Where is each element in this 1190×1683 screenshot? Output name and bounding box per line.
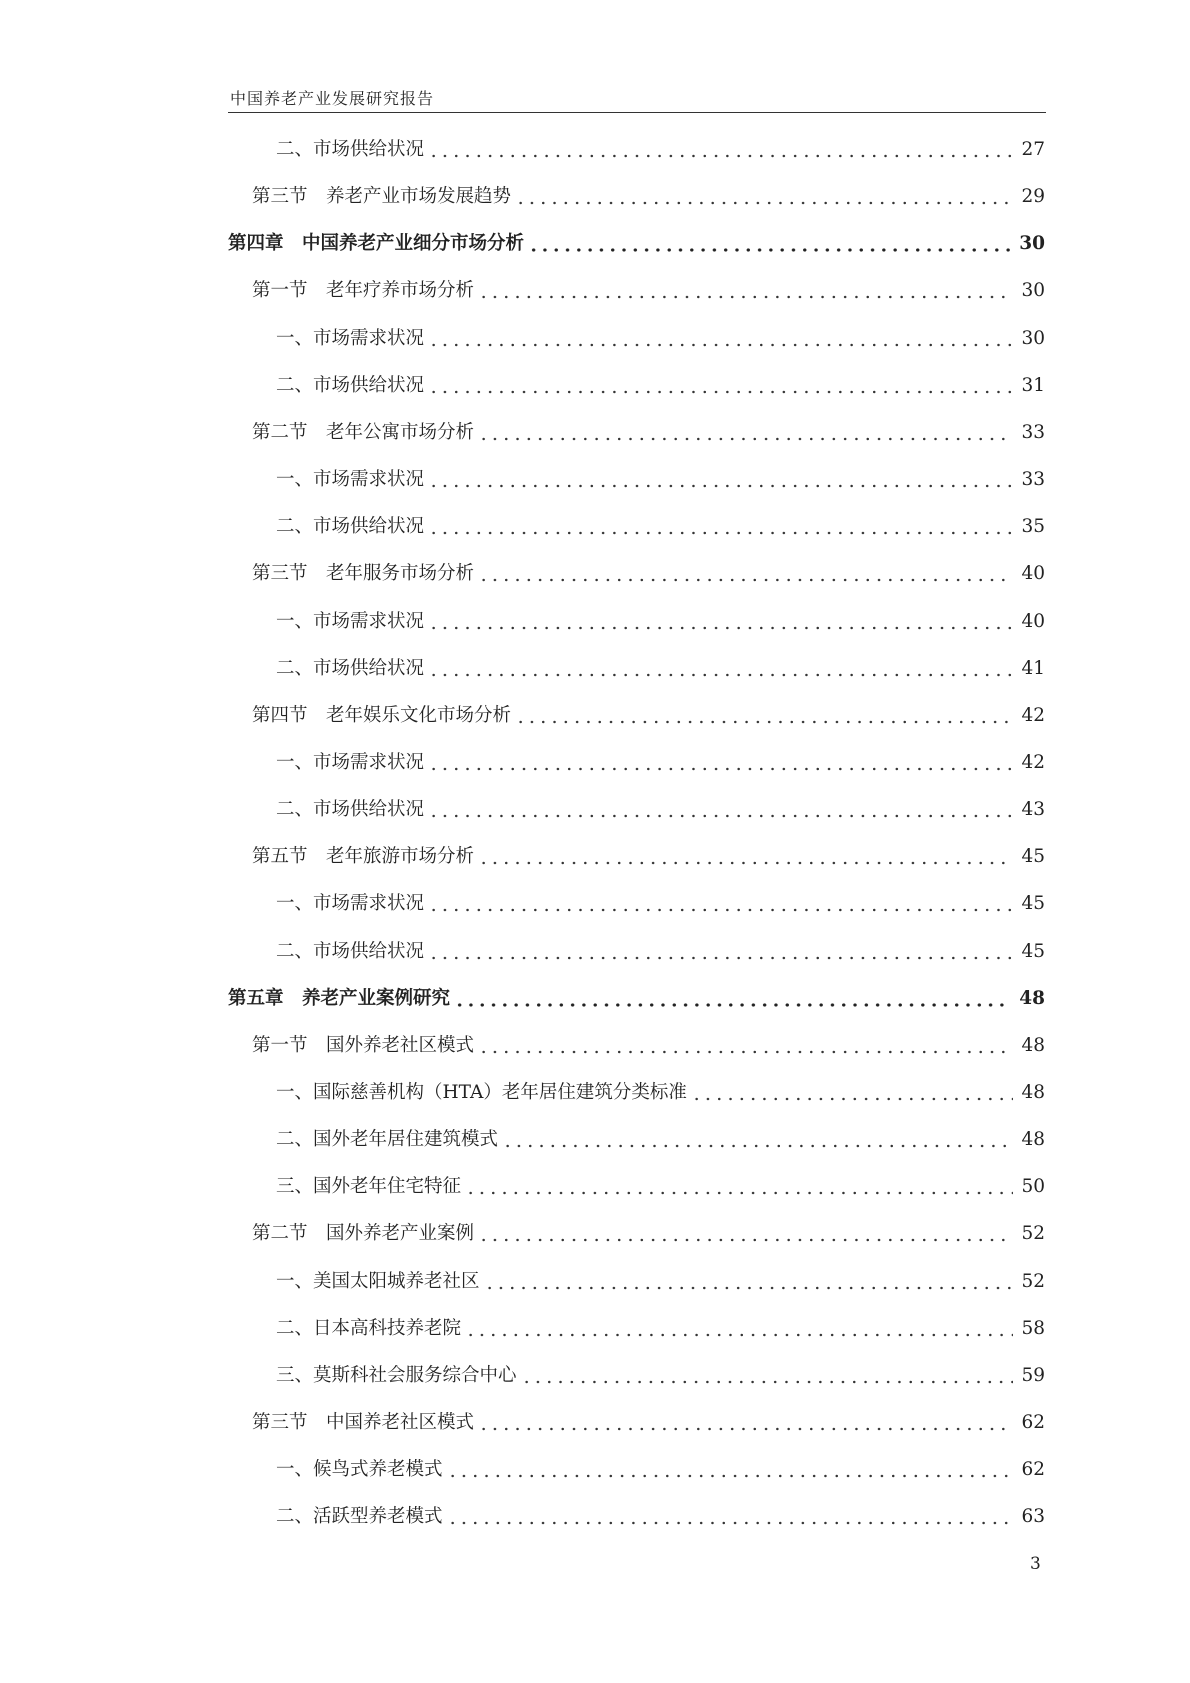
toc-entry-item[interactable] <box>276 1502 1045 1530</box>
toc-entry-item[interactable] <box>276 937 1045 965</box>
toc-entry-label: 第二节 国外养老产业案例 <box>252 1223 475 1245</box>
toc-dot-leader <box>465 1178 1013 1196</box>
toc-dot-leader <box>691 1084 1014 1102</box>
toc-entry-label: 第五章 养老产业案例研究 <box>228 987 451 1009</box>
toc-entry-page: 48 <box>1021 1082 1045 1103</box>
toc-entry-section[interactable] <box>252 276 1045 304</box>
toc-entry-label: 一、市场需求状况 <box>276 751 425 773</box>
toc-entry-label: 一、市场需求状况 <box>276 893 425 915</box>
toc-entry-label: 一、候鸟式养老模式 <box>276 1459 443 1481</box>
toc-entry-section[interactable] <box>252 418 1045 446</box>
toc-entry-page: 30 <box>1019 233 1045 255</box>
toc-entry-label: 三、国外老年住宅特征 <box>276 1176 462 1198</box>
toc-dot-leader <box>478 1225 1013 1243</box>
toc-entry-page: 29 <box>1021 186 1045 208</box>
toc-entry-item[interactable] <box>276 1314 1045 1342</box>
toc-entry-page: 30 <box>1021 280 1045 302</box>
toc-dot-leader <box>478 1414 1013 1432</box>
toc-entry-page: 58 <box>1021 1317 1045 1339</box>
toc-entry-section[interactable] <box>252 182 1045 210</box>
toc-entry-page: 41 <box>1021 657 1045 679</box>
toc-entry-section[interactable] <box>252 842 1045 870</box>
toc-entry-label: 二、市场供给状况 <box>276 799 425 821</box>
toc-entry-label: 二、国外老年居住建筑模式 <box>276 1129 499 1151</box>
toc-entry-item[interactable] <box>276 795 1045 823</box>
toc-entry-label: 第三节 老年服务市场分析 <box>252 563 475 585</box>
toc-entry-item[interactable] <box>276 654 1045 682</box>
toc-entry-label: 第二节 老年公寓市场分析 <box>252 421 475 443</box>
toc-entry-label: 第三节 养老产业市场发展趋势 <box>252 186 512 208</box>
header-title: 中国养老产业发展研究报告 <box>230 89 435 108</box>
toc-entry-label: 一、国际慈善机构（HTA）老年居住建筑分类标准 <box>276 1082 687 1103</box>
toc-dot-leader <box>447 1461 1014 1479</box>
toc-dot-leader <box>428 330 1013 348</box>
toc-entry-item[interactable] <box>276 1455 1045 1483</box>
toc-dot-leader <box>515 707 1013 725</box>
toc-entry-label: 一、市场需求状况 <box>276 327 425 349</box>
toc-entry-label: 第三节 中国养老社区模式 <box>252 1412 475 1434</box>
toc-entry-page: 31 <box>1021 374 1045 396</box>
toc-entry-section[interactable] <box>252 559 1045 587</box>
toc-dot-leader <box>528 235 1011 253</box>
toc-entry-label: 第四章 中国养老产业细分市场分析 <box>228 233 525 255</box>
toc-dot-leader <box>478 848 1013 866</box>
toc-dot-leader <box>428 518 1013 536</box>
toc-dot-leader <box>478 424 1013 442</box>
toc-entry-page: 35 <box>1021 516 1045 538</box>
toc-entry-page: 48 <box>1021 1034 1045 1056</box>
toc-entry-page: 33 <box>1021 469 1045 491</box>
toc-entry-item[interactable] <box>276 889 1045 917</box>
toc-dot-leader <box>447 1508 1014 1526</box>
toc-entry-page: 52 <box>1021 1270 1045 1292</box>
toc-dot-leader <box>428 613 1013 631</box>
toc-entry-item[interactable] <box>276 1078 1045 1106</box>
toc-entry-page: 33 <box>1021 421 1045 443</box>
toc-entry-label: 二、市场供给状况 <box>276 516 425 538</box>
toc-entry-label: 第一节 老年疗养市场分析 <box>252 280 475 302</box>
toc-entry-section[interactable] <box>252 701 1045 729</box>
toc-entry-item[interactable] <box>276 607 1045 635</box>
toc-entry-label: 第四节 老年娱乐文化市场分析 <box>252 704 512 726</box>
toc-entry-item[interactable] <box>276 512 1045 540</box>
toc-dot-leader <box>515 188 1013 206</box>
toc-entry-item[interactable] <box>276 1172 1045 1200</box>
toc-entry-item[interactable] <box>276 1125 1045 1153</box>
toc-entry-page: 48 <box>1019 987 1045 1009</box>
toc-entry-section[interactable] <box>252 1219 1045 1247</box>
toc-dot-leader <box>465 1320 1013 1338</box>
toc-dot-leader <box>478 565 1013 583</box>
toc-entry-item[interactable] <box>276 465 1045 493</box>
toc-entry-label: 一、市场需求状况 <box>276 610 425 632</box>
toc-entry-label: 第一节 国外养老社区模式 <box>252 1034 475 1056</box>
toc-entry-page: 59 <box>1021 1364 1045 1386</box>
toc-entry-label: 二、市场供给状况 <box>276 139 425 160</box>
toc-entry-label: 一、美国太阳城养老社区 <box>276 1270 480 1292</box>
toc-entry-label: 二、市场供给状况 <box>276 374 425 396</box>
toc-entry-page: 45 <box>1021 893 1045 915</box>
toc-entry-page: 52 <box>1021 1223 1045 1245</box>
toc-entry-label: 第五节 老年旅游市场分析 <box>252 846 475 868</box>
toc-entry-item[interactable] <box>276 748 1045 776</box>
toc-entry-item[interactable] <box>276 1267 1045 1295</box>
toc-entry-page: 30 <box>1021 327 1045 349</box>
toc-dot-leader <box>428 943 1013 961</box>
toc-dot-leader <box>428 801 1013 819</box>
toc-dot-leader <box>521 1367 1014 1385</box>
toc-entry-page: 42 <box>1021 751 1045 773</box>
toc-entry-label: 二、活跃型养老模式 <box>276 1506 443 1528</box>
toc-entry-page: 63 <box>1021 1506 1045 1528</box>
toc-entry-label: 二、市场供给状况 <box>276 940 425 962</box>
toc-dot-leader <box>428 660 1013 678</box>
toc-entry-label: 二、市场供给状况 <box>276 657 425 679</box>
toc-dot-leader <box>428 141 1013 159</box>
toc-entry-page: 62 <box>1021 1412 1045 1434</box>
toc-entry-page: 62 <box>1021 1459 1045 1481</box>
toc-entry-section[interactable] <box>252 1408 1045 1436</box>
toc-entry-page: 48 <box>1021 1129 1045 1151</box>
toc-entry-chapter[interactable] <box>228 229 1045 257</box>
toc-entry-label: 一、市场需求状况 <box>276 469 425 491</box>
toc-dot-leader <box>478 1037 1013 1055</box>
toc-dot-leader <box>428 895 1013 913</box>
toc-dot-leader <box>484 1273 1014 1291</box>
toc-entry-label: 二、日本高科技养老院 <box>276 1317 462 1339</box>
toc-entry-item[interactable] <box>276 1361 1045 1389</box>
toc-entry-page: 42 <box>1021 704 1045 726</box>
toc-dot-leader <box>478 282 1013 300</box>
toc-entry-page: 40 <box>1021 563 1045 585</box>
toc-entry-page: 27 <box>1021 139 1045 160</box>
toc-entry-page: 40 <box>1021 610 1045 632</box>
toc-entry-chapter[interactable] <box>228 984 1045 1012</box>
toc-dot-leader <box>428 377 1013 395</box>
toc-entry-section[interactable] <box>252 1031 1045 1059</box>
toc-entry-item[interactable] <box>276 324 1045 352</box>
page-number: 3 <box>1030 1554 1041 1574</box>
toc-entry-label: 三、莫斯科社会服务综合中心 <box>276 1364 517 1386</box>
toc-entry-page: 45 <box>1021 940 1045 962</box>
toc-dot-leader <box>502 1131 1013 1149</box>
toc-entry-page: 45 <box>1021 846 1045 868</box>
toc-dot-leader <box>428 471 1013 489</box>
toc-entry-item[interactable] <box>276 135 1045 163</box>
toc-entry-item[interactable] <box>276 371 1045 399</box>
toc-entry-page: 43 <box>1021 799 1045 821</box>
toc-entry-page: 50 <box>1021 1176 1045 1198</box>
toc-dot-leader <box>428 754 1013 772</box>
toc-dot-leader <box>454 990 1011 1008</box>
